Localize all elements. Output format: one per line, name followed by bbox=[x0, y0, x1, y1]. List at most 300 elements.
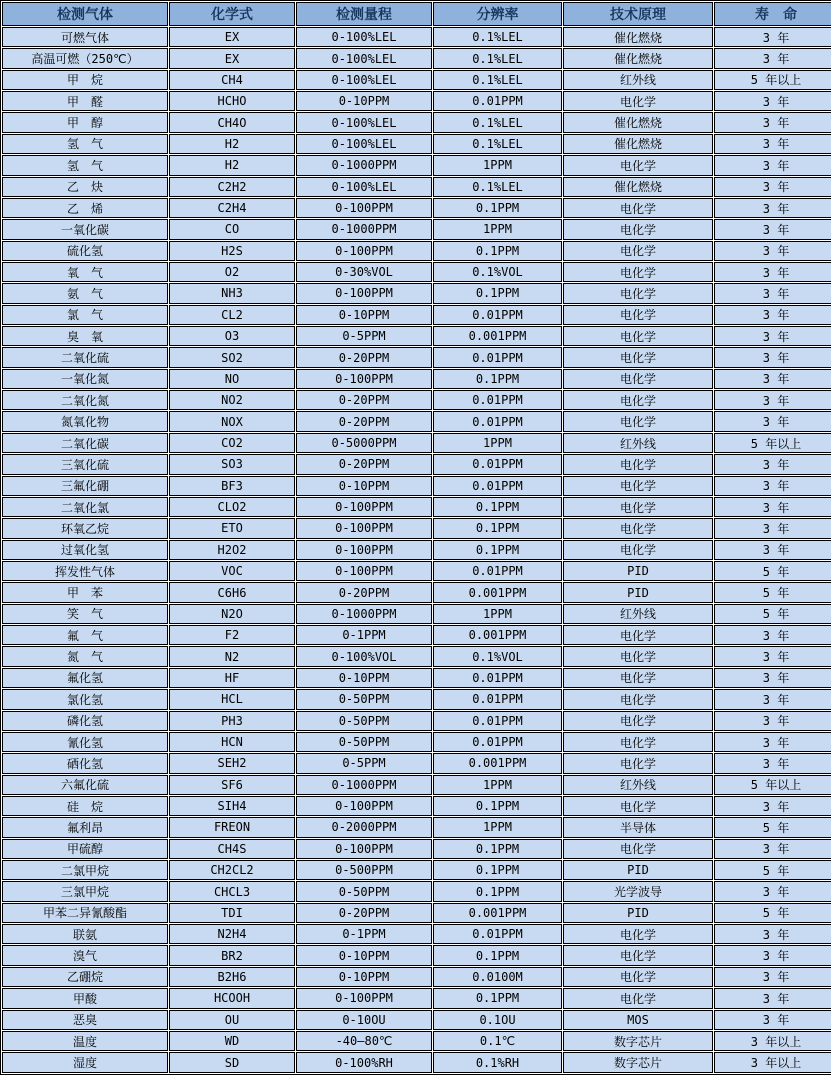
cell-resolution: 0.1OU bbox=[433, 1010, 562, 1030]
cell-resolution: 1PPM bbox=[433, 219, 562, 239]
cell-gas: 氰化氢 bbox=[2, 732, 168, 752]
cell-life: 3 年 bbox=[714, 326, 831, 346]
cell-life: 3 年 bbox=[714, 689, 831, 709]
cell-formula: OU bbox=[169, 1010, 295, 1030]
cell-life: 3 年 bbox=[714, 540, 831, 560]
cell-principle: 电化学 bbox=[563, 625, 713, 645]
cell-formula: NO2 bbox=[169, 390, 295, 410]
cell-range: 0-100PPM bbox=[296, 988, 432, 1008]
cell-resolution: 0.1PPM bbox=[433, 988, 562, 1008]
cell-resolution: 0.1PPM bbox=[433, 241, 562, 261]
cell-range: 0-100PPM bbox=[296, 796, 432, 816]
cell-principle: 催化燃烧 bbox=[563, 48, 713, 68]
cell-life: 3 年 bbox=[714, 262, 831, 282]
table-row bbox=[2, 27, 831, 47]
cell-principle: MOS bbox=[563, 1010, 713, 1030]
cell-formula: NOX bbox=[169, 411, 295, 431]
cell-formula: CLO2 bbox=[169, 497, 295, 517]
cell-formula: TDI bbox=[169, 903, 295, 923]
cell-gas: 环氧乙烷 bbox=[2, 518, 168, 538]
cell-life: 3 年 bbox=[714, 48, 831, 68]
cell-principle: 电化学 bbox=[563, 689, 713, 709]
cell-resolution: 0.1℃ bbox=[433, 1031, 562, 1051]
cell-principle: PID bbox=[563, 582, 713, 602]
cell-life: 5 年 bbox=[714, 561, 831, 581]
cell-principle: 电化学 bbox=[563, 390, 713, 410]
cell-principle: 电化学 bbox=[563, 796, 713, 816]
cell-gas: 硒化氢 bbox=[2, 753, 168, 773]
cell-principle: 电化学 bbox=[563, 518, 713, 538]
cell-formula: BR2 bbox=[169, 945, 295, 965]
cell-range: 0-50PPM bbox=[296, 711, 432, 731]
table-row bbox=[2, 945, 831, 965]
cell-range: 0-5PPM bbox=[296, 326, 432, 346]
cell-range: 0-100%LEL bbox=[296, 134, 432, 154]
cell-resolution: 0.01PPM bbox=[433, 476, 562, 496]
cell-resolution: 0.1%VOL bbox=[433, 646, 562, 666]
cell-range: 0-100PPM bbox=[296, 198, 432, 218]
table-row bbox=[2, 1031, 831, 1051]
cell-gas: 湿度 bbox=[2, 1052, 168, 1073]
cell-principle: 电化学 bbox=[563, 497, 713, 517]
cell-resolution: 0.01PPM bbox=[433, 924, 562, 944]
cell-formula: CH4 bbox=[169, 70, 295, 90]
cell-formula: VOC bbox=[169, 561, 295, 581]
cell-life: 3 年 bbox=[714, 91, 831, 111]
cell-life: 3 年 bbox=[714, 305, 831, 325]
cell-life: 3 年 bbox=[714, 518, 831, 538]
table-row bbox=[2, 283, 831, 303]
cell-formula: H2 bbox=[169, 155, 295, 175]
column-header-range: 检测量程 bbox=[296, 2, 432, 26]
cell-gas: 可燃气体 bbox=[2, 27, 168, 47]
cell-range: 0-100%RH bbox=[296, 1052, 432, 1073]
cell-range: 0-100%LEL bbox=[296, 177, 432, 197]
cell-gas: 氮 气 bbox=[2, 646, 168, 666]
cell-range: 0-100%LEL bbox=[296, 27, 432, 47]
cell-principle: 电化学 bbox=[563, 988, 713, 1008]
cell-life: 3 年 bbox=[714, 668, 831, 688]
cell-life: 3 年 bbox=[714, 369, 831, 389]
cell-formula: HF bbox=[169, 668, 295, 688]
cell-life: 3 年 bbox=[714, 27, 831, 47]
cell-principle: 红外线 bbox=[563, 775, 713, 795]
cell-resolution: 0.01PPM bbox=[433, 305, 562, 325]
cell-resolution: 0.01PPM bbox=[433, 732, 562, 752]
cell-gas: 联氨 bbox=[2, 924, 168, 944]
table-row bbox=[2, 903, 831, 923]
cell-life: 3 年 bbox=[714, 411, 831, 431]
cell-gas: 甲硫醇 bbox=[2, 839, 168, 859]
cell-resolution: 0.1%LEL bbox=[433, 48, 562, 68]
cell-principle: 电化学 bbox=[563, 241, 713, 261]
cell-gas: 甲 苯 bbox=[2, 582, 168, 602]
cell-formula: NO bbox=[169, 369, 295, 389]
cell-gas: 一氧化碳 bbox=[2, 219, 168, 239]
cell-range: 0-1000PPM bbox=[296, 604, 432, 624]
table-row bbox=[2, 326, 831, 346]
cell-life: 3 年 bbox=[714, 283, 831, 303]
cell-life: 5 年 bbox=[714, 604, 831, 624]
cell-resolution: 0.001PPM bbox=[433, 582, 562, 602]
cell-resolution: 1PPM bbox=[433, 775, 562, 795]
cell-formula: ETO bbox=[169, 518, 295, 538]
table-row bbox=[2, 70, 831, 90]
cell-life: 3 年 bbox=[714, 347, 831, 367]
cell-resolution: 0.1PPM bbox=[433, 796, 562, 816]
cell-life: 5 年以上 bbox=[714, 70, 831, 90]
cell-resolution: 0.1%LEL bbox=[433, 112, 562, 132]
table-row bbox=[2, 518, 831, 538]
cell-principle: 光学波导 bbox=[563, 881, 713, 901]
cell-principle: 电化学 bbox=[563, 305, 713, 325]
cell-range: 0-10PPM bbox=[296, 967, 432, 987]
cell-principle: 电化学 bbox=[563, 646, 713, 666]
cell-gas: 三氧化硫 bbox=[2, 454, 168, 474]
cell-resolution: 1PPM bbox=[433, 817, 562, 837]
table-row bbox=[2, 91, 831, 111]
cell-range: 0-100%LEL bbox=[296, 70, 432, 90]
cell-life: 3 年 bbox=[714, 625, 831, 645]
cell-gas: 二氧化碳 bbox=[2, 433, 168, 453]
cell-gas: 甲酸 bbox=[2, 988, 168, 1008]
cell-life: 5 年 bbox=[714, 860, 831, 880]
cell-principle: 电化学 bbox=[563, 839, 713, 859]
table-row bbox=[2, 817, 831, 837]
cell-resolution: 0.001PPM bbox=[433, 625, 562, 645]
cell-formula: F2 bbox=[169, 625, 295, 645]
cell-life: 3 年 bbox=[714, 796, 831, 816]
cell-principle: 数字芯片 bbox=[563, 1052, 713, 1073]
table-row bbox=[2, 753, 831, 773]
cell-formula: C6H6 bbox=[169, 582, 295, 602]
cell-gas: 氧 气 bbox=[2, 262, 168, 282]
table-row bbox=[2, 1052, 831, 1073]
cell-life: 3 年以上 bbox=[714, 1052, 831, 1073]
cell-formula: HCOOH bbox=[169, 988, 295, 1008]
cell-life: 5 年以上 bbox=[714, 775, 831, 795]
cell-range: 0-50PPM bbox=[296, 732, 432, 752]
cell-principle: 电化学 bbox=[563, 753, 713, 773]
cell-formula: N2 bbox=[169, 646, 295, 666]
cell-gas: 六氟化硫 bbox=[2, 775, 168, 795]
cell-resolution: 0.1%LEL bbox=[433, 27, 562, 47]
cell-life: 3 年以上 bbox=[714, 1031, 831, 1051]
cell-resolution: 0.1PPM bbox=[433, 881, 562, 901]
table-row bbox=[2, 390, 831, 410]
cell-principle: 电化学 bbox=[563, 945, 713, 965]
table-row bbox=[2, 988, 831, 1008]
cell-formula: B2H6 bbox=[169, 967, 295, 987]
cell-life: 3 年 bbox=[714, 945, 831, 965]
cell-resolution: 0.1%LEL bbox=[433, 177, 562, 197]
cell-principle: 半导体 bbox=[563, 817, 713, 837]
cell-resolution: 0.01PPM bbox=[433, 411, 562, 431]
table-row bbox=[2, 219, 831, 239]
cell-range: 0-500PPM bbox=[296, 860, 432, 880]
cell-principle: 电化学 bbox=[563, 540, 713, 560]
cell-principle: 催化燃烧 bbox=[563, 177, 713, 197]
cell-resolution: 0.01PPM bbox=[433, 390, 562, 410]
cell-formula: HCHO bbox=[169, 91, 295, 111]
cell-formula: CL2 bbox=[169, 305, 295, 325]
cell-range: 0-20PPM bbox=[296, 390, 432, 410]
column-header-gas: 检测气体 bbox=[2, 2, 168, 26]
table-row bbox=[2, 198, 831, 218]
cell-formula: C2H4 bbox=[169, 198, 295, 218]
table-row bbox=[2, 860, 831, 880]
cell-principle: 电化学 bbox=[563, 369, 713, 389]
table-row bbox=[2, 411, 831, 431]
cell-resolution: 0.1%LEL bbox=[433, 134, 562, 154]
cell-gas: 二氧化硫 bbox=[2, 347, 168, 367]
cell-resolution: 0.001PPM bbox=[433, 903, 562, 923]
cell-resolution: 0.01PPM bbox=[433, 561, 562, 581]
table-row bbox=[2, 305, 831, 325]
cell-gas: 甲苯二异氰酸酯 bbox=[2, 903, 168, 923]
cell-formula: O2 bbox=[169, 262, 295, 282]
cell-formula: C2H2 bbox=[169, 177, 295, 197]
cell-gas: 乙硼烷 bbox=[2, 967, 168, 987]
table-row bbox=[2, 881, 831, 901]
cell-resolution: 0.1PPM bbox=[433, 945, 562, 965]
table-row bbox=[2, 732, 831, 752]
cell-life: 5 年 bbox=[714, 903, 831, 923]
table-row bbox=[2, 796, 831, 816]
cell-life: 3 年 bbox=[714, 219, 831, 239]
cell-life: 3 年 bbox=[714, 881, 831, 901]
cell-range: 0-10PPM bbox=[296, 668, 432, 688]
table-row bbox=[2, 604, 831, 624]
cell-gas: 氟利昂 bbox=[2, 817, 168, 837]
cell-gas: 氢 气 bbox=[2, 155, 168, 175]
cell-life: 3 年 bbox=[714, 112, 831, 132]
cell-life: 3 年 bbox=[714, 646, 831, 666]
table-row bbox=[2, 540, 831, 560]
cell-principle: 电化学 bbox=[563, 967, 713, 987]
cell-resolution: 0.1PPM bbox=[433, 540, 562, 560]
cell-principle: 电化学 bbox=[563, 711, 713, 731]
cell-principle: 电化学 bbox=[563, 198, 713, 218]
cell-range: 0-2000PPM bbox=[296, 817, 432, 837]
cell-gas: 一氧化氮 bbox=[2, 369, 168, 389]
cell-gas: 三氯甲烷 bbox=[2, 881, 168, 901]
cell-life: 3 年 bbox=[714, 839, 831, 859]
cell-range: 0-10PPM bbox=[296, 945, 432, 965]
cell-life: 3 年 bbox=[714, 497, 831, 517]
cell-principle: PID bbox=[563, 860, 713, 880]
cell-gas: 磷化氢 bbox=[2, 711, 168, 731]
cell-principle: 电化学 bbox=[563, 476, 713, 496]
table-row bbox=[2, 625, 831, 645]
table-row bbox=[2, 241, 831, 261]
cell-resolution: 1PPM bbox=[433, 433, 562, 453]
cell-life: 5 年 bbox=[714, 582, 831, 602]
cell-life: 3 年 bbox=[714, 390, 831, 410]
table-row bbox=[2, 454, 831, 474]
cell-formula: BF3 bbox=[169, 476, 295, 496]
table-row bbox=[2, 497, 831, 517]
cell-range: 0-1PPM bbox=[296, 625, 432, 645]
cell-gas: 温度 bbox=[2, 1031, 168, 1051]
cell-range: 0-100%LEL bbox=[296, 48, 432, 68]
cell-formula: CHCL3 bbox=[169, 881, 295, 901]
cell-formula: H2 bbox=[169, 134, 295, 154]
table-row bbox=[2, 112, 831, 132]
cell-principle: 数字芯片 bbox=[563, 1031, 713, 1051]
cell-resolution: 0.0100M bbox=[433, 967, 562, 987]
cell-gas: 氟 气 bbox=[2, 625, 168, 645]
cell-range: 0-50PPM bbox=[296, 689, 432, 709]
column-header-principle: 技术原理 bbox=[563, 2, 713, 26]
cell-gas: 甲 醇 bbox=[2, 112, 168, 132]
cell-range: 0-1000PPM bbox=[296, 155, 432, 175]
cell-range: 0-100%VOL bbox=[296, 646, 432, 666]
cell-gas: 氯化氢 bbox=[2, 689, 168, 709]
table-row bbox=[2, 177, 831, 197]
cell-range: 0-10PPM bbox=[296, 91, 432, 111]
cell-life: 3 年 bbox=[714, 1010, 831, 1030]
cell-life: 3 年 bbox=[714, 711, 831, 731]
cell-gas: 氢 气 bbox=[2, 134, 168, 154]
table-row bbox=[2, 775, 831, 795]
cell-resolution: 0.01PPM bbox=[433, 711, 562, 731]
column-header-life: 寿 命 bbox=[714, 2, 831, 26]
table-body bbox=[2, 27, 831, 1073]
cell-formula: SIH4 bbox=[169, 796, 295, 816]
cell-range: 0-10PPM bbox=[296, 476, 432, 496]
cell-principle: 电化学 bbox=[563, 326, 713, 346]
cell-gas: 氯 气 bbox=[2, 305, 168, 325]
cell-life: 3 年 bbox=[714, 967, 831, 987]
cell-resolution: 0.001PPM bbox=[433, 326, 562, 346]
cell-principle: 电化学 bbox=[563, 454, 713, 474]
table-row bbox=[2, 668, 831, 688]
cell-principle: PID bbox=[563, 561, 713, 581]
cell-resolution: 0.1PPM bbox=[433, 283, 562, 303]
column-header-resolution: 分辨率 bbox=[433, 2, 562, 26]
cell-life: 3 年 bbox=[714, 732, 831, 752]
cell-life: 3 年 bbox=[714, 241, 831, 261]
cell-formula: EX bbox=[169, 48, 295, 68]
cell-gas: 乙 烯 bbox=[2, 198, 168, 218]
cell-range: 0-100PPM bbox=[296, 369, 432, 389]
cell-range: 0-100PPM bbox=[296, 518, 432, 538]
cell-formula: H2S bbox=[169, 241, 295, 261]
cell-range: 0-20PPM bbox=[296, 582, 432, 602]
cell-resolution: 0.1%RH bbox=[433, 1052, 562, 1073]
table-row bbox=[2, 582, 831, 602]
cell-life: 3 年 bbox=[714, 177, 831, 197]
cell-principle: 电化学 bbox=[563, 91, 713, 111]
cell-principle: 红外线 bbox=[563, 70, 713, 90]
cell-life: 3 年 bbox=[714, 198, 831, 218]
cell-formula: FREON bbox=[169, 817, 295, 837]
table-row bbox=[2, 347, 831, 367]
table-row bbox=[2, 1010, 831, 1030]
cell-resolution: 1PPM bbox=[433, 155, 562, 175]
cell-principle: 催化燃烧 bbox=[563, 27, 713, 47]
cell-formula: SO3 bbox=[169, 454, 295, 474]
cell-range: 0-100PPM bbox=[296, 540, 432, 560]
cell-life: 3 年 bbox=[714, 476, 831, 496]
cell-range: 0-100PPM bbox=[296, 283, 432, 303]
cell-range: 0-100PPM bbox=[296, 241, 432, 261]
cell-formula: HCN bbox=[169, 732, 295, 752]
table-row bbox=[2, 369, 831, 389]
cell-resolution: 0.01PPM bbox=[433, 668, 562, 688]
cell-formula: PH3 bbox=[169, 711, 295, 731]
cell-principle: 电化学 bbox=[563, 219, 713, 239]
cell-range: 0-1000PPM bbox=[296, 775, 432, 795]
cell-principle: 电化学 bbox=[563, 668, 713, 688]
cell-gas: 硫化氢 bbox=[2, 241, 168, 261]
cell-range: 0-1000PPM bbox=[296, 219, 432, 239]
cell-range: 0-10PPM bbox=[296, 305, 432, 325]
cell-range: 0-10OU bbox=[296, 1010, 432, 1030]
cell-formula: SO2 bbox=[169, 347, 295, 367]
table-row bbox=[2, 476, 831, 496]
table-row bbox=[2, 967, 831, 987]
table-row bbox=[2, 646, 831, 666]
cell-resolution: 1PPM bbox=[433, 604, 562, 624]
cell-resolution: 0.1PPM bbox=[433, 369, 562, 389]
table-header-row bbox=[2, 2, 831, 26]
cell-formula: H2O2 bbox=[169, 540, 295, 560]
table-row bbox=[2, 155, 831, 175]
cell-range: 0-20PPM bbox=[296, 454, 432, 474]
cell-formula: CH4O bbox=[169, 112, 295, 132]
cell-formula: WD bbox=[169, 1031, 295, 1051]
cell-resolution: 0.1PPM bbox=[433, 839, 562, 859]
cell-life: 3 年 bbox=[714, 155, 831, 175]
cell-resolution: 0.01PPM bbox=[433, 454, 562, 474]
cell-principle: 电化学 bbox=[563, 347, 713, 367]
cell-principle: 电化学 bbox=[563, 262, 713, 282]
cell-range: 0-30%VOL bbox=[296, 262, 432, 282]
cell-gas: 过氧化氢 bbox=[2, 540, 168, 560]
cell-formula: SD bbox=[169, 1052, 295, 1073]
cell-gas: 硅 烷 bbox=[2, 796, 168, 816]
column-header-formula: 化学式 bbox=[169, 2, 295, 26]
cell-range: -40—80℃ bbox=[296, 1031, 432, 1051]
cell-range: 0-100PPM bbox=[296, 561, 432, 581]
cell-gas: 甲 醛 bbox=[2, 91, 168, 111]
table-row bbox=[2, 711, 831, 731]
cell-resolution: 0.001PPM bbox=[433, 753, 562, 773]
table-row bbox=[2, 433, 831, 453]
cell-range: 0-20PPM bbox=[296, 411, 432, 431]
table-row bbox=[2, 561, 831, 581]
cell-life: 3 年 bbox=[714, 454, 831, 474]
cell-gas: 挥发性气体 bbox=[2, 561, 168, 581]
cell-principle: 红外线 bbox=[563, 604, 713, 624]
cell-formula: CH2CL2 bbox=[169, 860, 295, 880]
cell-gas: 高温可燃（250℃） bbox=[2, 48, 168, 68]
table-row bbox=[2, 134, 831, 154]
cell-formula: SEH2 bbox=[169, 753, 295, 773]
cell-resolution: 0.1PPM bbox=[433, 198, 562, 218]
cell-resolution: 0.01PPM bbox=[433, 91, 562, 111]
cell-life: 3 年 bbox=[714, 924, 831, 944]
cell-resolution: 0.01PPM bbox=[433, 689, 562, 709]
cell-resolution: 0.1%VOL bbox=[433, 262, 562, 282]
cell-principle: 电化学 bbox=[563, 732, 713, 752]
cell-range: 0-50PPM bbox=[296, 881, 432, 901]
cell-range: 0-5000PPM bbox=[296, 433, 432, 453]
cell-principle: 催化燃烧 bbox=[563, 134, 713, 154]
cell-formula: NH3 bbox=[169, 283, 295, 303]
